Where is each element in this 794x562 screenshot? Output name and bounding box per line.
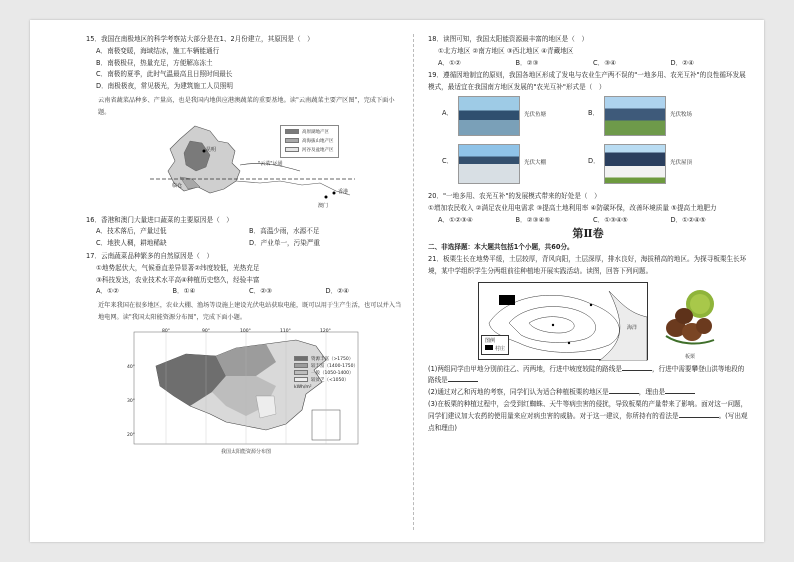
blank-3[interactable] bbox=[609, 393, 639, 394]
question-17 bbox=[86, 251, 402, 298]
photo-solar-rooftop bbox=[604, 144, 666, 184]
q20-option-c: C．①③④⑤ bbox=[593, 215, 628, 224]
label-solar-greenhouse: 光伏大棚 bbox=[524, 159, 547, 166]
q17-option-a: A．①② bbox=[96, 287, 119, 296]
q20-statements: ①增加农民收入 ②满足农业用电需求 ③提高土地利用率 ④防碳环保，改善环境质量 ⑤提高土地肥力 bbox=[428, 203, 717, 212]
q17-statement-1: ①地势起伏大，气候垂直差异显著②纬度较低，光热充足 bbox=[96, 263, 260, 272]
lon-label-1: 80° bbox=[162, 328, 170, 334]
label-xianggang: 香港 bbox=[338, 188, 349, 195]
lat-label-3: 20° bbox=[127, 432, 135, 438]
solar-swatch-4 bbox=[294, 377, 308, 382]
q18-option-c: C．③④ bbox=[593, 58, 617, 67]
blank-1[interactable] bbox=[622, 370, 652, 371]
chestnut-photo bbox=[658, 284, 722, 361]
question-20 bbox=[428, 191, 748, 226]
label-aomen: 澳门 bbox=[318, 202, 329, 209]
legend-item-2: 高海拔山地产区 bbox=[285, 137, 334, 146]
blank-5[interactable] bbox=[679, 417, 719, 418]
china-solar-map bbox=[126, 326, 366, 456]
map1-legend bbox=[280, 125, 339, 158]
section-2-title: 第Ⅱ卷 bbox=[572, 227, 604, 241]
legend-item-1: 高原湖地产区 bbox=[285, 128, 334, 137]
q16-option-d: D．产业单一，污染严重 bbox=[249, 239, 321, 248]
right-column bbox=[428, 34, 748, 435]
lon-label-4: 110° bbox=[280, 328, 291, 334]
solar-swatch-3 bbox=[294, 370, 308, 375]
q15-option-d: D．南极极夜，常见极光，为建筑施工人员照明 bbox=[96, 82, 233, 91]
lat-label-1: 40° bbox=[127, 364, 135, 370]
solar-swatch-2 bbox=[294, 363, 308, 368]
photo-solar-pasture bbox=[604, 96, 666, 136]
question-15 bbox=[86, 34, 402, 93]
q21-part-1: (1)两组同学由甲地分别前往乙、丙两地，行进中坡度较陡的路线是 ，行进中需要攀登山洪等地段的路线是 bbox=[428, 364, 745, 385]
question-16 bbox=[86, 215, 402, 250]
q18-option-b: B．②③ bbox=[515, 58, 539, 67]
q19-stem: 19．遵循因地制宜的原则，我国各地区形成了发电与农业生产两不误的"一地多用、农光互补"的良性循环发展模式，最适宜在我国南方地区发展的"农光互补"形式是（ ） bbox=[428, 71, 746, 92]
intro-16: 云南省蔬菜品种多、产量高，也是我国内地供应港澳蔬菜的重要基地。读"云南蔬菜主要产区图"，完成下面小题。 bbox=[98, 96, 395, 116]
q17-option-b: B．①④ bbox=[172, 287, 196, 296]
q16-option-c: C．地狭人稠，耕地稀缺 bbox=[96, 239, 167, 248]
left-column bbox=[86, 34, 402, 458]
photo-solar-greenhouse bbox=[458, 144, 520, 184]
photo-solar-fishpond bbox=[458, 96, 520, 136]
swatch-2 bbox=[285, 138, 299, 143]
map2-legend: 资源丰富（>1750） 较丰富（1400-1750） 一般（1050-1400） 较贫乏（<1050） kWh/m² bbox=[294, 356, 359, 390]
q17-statement-2: ③科技发达，农业技术水平高④种植历史悠久，经验丰富 bbox=[96, 275, 260, 284]
q19-option-a: A． bbox=[442, 108, 454, 117]
q19-option-c: C． bbox=[442, 156, 454, 165]
q20-option-a: A．①②③④ bbox=[438, 215, 473, 224]
legend-unit: kWh/m² bbox=[294, 384, 312, 390]
exam-page bbox=[30, 20, 764, 542]
q19-photo-grid bbox=[428, 94, 748, 190]
section-2-subtitle: 二、非选择题：本大题共包括1个小题，共60分。 bbox=[428, 243, 574, 252]
q18-option-a: A．①② bbox=[438, 58, 461, 67]
label-lincang: 临仓 bbox=[172, 182, 183, 189]
q18-option-d: D．②④ bbox=[670, 58, 694, 67]
swatch-3 bbox=[285, 147, 299, 152]
chestnut-graphic bbox=[658, 284, 722, 348]
sea-label: 海洋 bbox=[627, 324, 638, 331]
blank-2[interactable] bbox=[448, 381, 478, 382]
question-18 bbox=[428, 34, 748, 69]
q15-stem: 15．我国在南极地区的科学考察站大部分是在1、2月份建立，其原因是（ ） bbox=[86, 35, 314, 43]
question-21 bbox=[428, 254, 748, 434]
q17-stem: 17．云南蔬菜品种繁多的自然原因是（ ） bbox=[86, 251, 214, 260]
label-solar-rooftop: 光伏屋顶 bbox=[670, 159, 693, 166]
label-solar-fishpond: 光伏鱼塘 bbox=[524, 111, 547, 118]
q16-option-b: B．高温少雨，水源不足 bbox=[249, 227, 320, 236]
q15-option-a: A．南极变暖，海域结冰，施工车辆能通行 bbox=[96, 46, 220, 55]
q21-part-2: (2)通过对乙和丙地的考察，同学们认为适合种植板栗的地区是 ，理由是 bbox=[428, 387, 748, 399]
china-map-graphic bbox=[126, 326, 366, 456]
q21-part-3: (3)在板栗的种植过程中，会受到红蜘蛛、天牛等病虫害的侵扰，导致板栗的产量带来了影响。面对这一问题，同学们建议加大农药的使用量来应对病虫害的威胁。对于这一建议，你所持有的看法是 。(写出观点和理由) bbox=[428, 399, 748, 432]
lat-label-2: 30° bbox=[127, 398, 135, 404]
q15-option-c: C．南极的夏季，此时气温最高且日照时间最长 bbox=[96, 70, 233, 79]
q15-option-b: B．南极极昼，热量充足，方便解冻冻土 bbox=[96, 58, 213, 67]
column-divider bbox=[413, 34, 414, 530]
contour-legend: 图例 村庄 bbox=[481, 335, 509, 355]
q21-figures bbox=[428, 278, 748, 364]
q18-statements: ①北方地区 ②南方地区 ③西北地区 ④青藏地区 bbox=[438, 46, 574, 55]
label-solar-pasture: 光伏牧场 bbox=[670, 111, 693, 118]
q20-stem: 20．"一地多用、农光互补"的发展模式带来的好处是（ ） bbox=[428, 191, 601, 200]
q20-option-b: B．②③④⑤ bbox=[515, 215, 551, 224]
chestnut-caption: 板栗 bbox=[684, 354, 695, 361]
lon-label-5: 120° bbox=[320, 328, 331, 334]
q16-option-a: A．技术落后，产量过低 bbox=[96, 227, 167, 236]
village-icon bbox=[485, 345, 493, 350]
q20-option-d: D．①②④⑤ bbox=[670, 215, 706, 224]
q21-stem: 21．板栗生长在地势平缓，土层较厚，背风向阳，土层深厚，排水良好，海拔稍高的地区。为探寻板栗生长环境，某中学组织学生分两组前往种植地开展实践活动。读图，回答下列问题。 bbox=[428, 254, 747, 275]
lon-label-3: 100° bbox=[240, 328, 251, 334]
label-kunming: 昆明 bbox=[206, 146, 217, 153]
swatch-1 bbox=[285, 129, 299, 134]
label-corridor: "云菜"运通 bbox=[258, 160, 283, 167]
q17-option-c: C．②③ bbox=[249, 287, 273, 296]
yunnan-vegetable-map bbox=[140, 121, 370, 213]
blank-4[interactable] bbox=[665, 393, 695, 394]
q19-option-b: B． bbox=[588, 108, 600, 117]
q19-option-d: D． bbox=[588, 156, 600, 165]
map2-caption: 我国太阳能资源分布图 bbox=[220, 448, 271, 455]
intro-18: 近年来我国在很多地区，农业大棚、渔场等设施上建设光伏电站获取电能，既可以用于生产生活，也可以并入当地电网。读"我国太阳能资源分布图"，完成下面小题。 bbox=[98, 302, 402, 321]
legend-item-3: 河谷及盆地产区 bbox=[285, 146, 334, 155]
lon-label-2: 90° bbox=[202, 328, 210, 334]
question-19 bbox=[428, 70, 748, 190]
q18-stem: 18．读图可知，我国太阳能资源最丰富的地区是（ ） bbox=[428, 35, 589, 43]
chestnut-contour-map bbox=[478, 282, 648, 360]
q17-option-d: D．②④ bbox=[325, 287, 349, 296]
solar-swatch-1 bbox=[294, 356, 308, 361]
q16-stem: 16．香港和澳门大量进口蔬菜的主要原因是（ ） bbox=[86, 215, 233, 224]
